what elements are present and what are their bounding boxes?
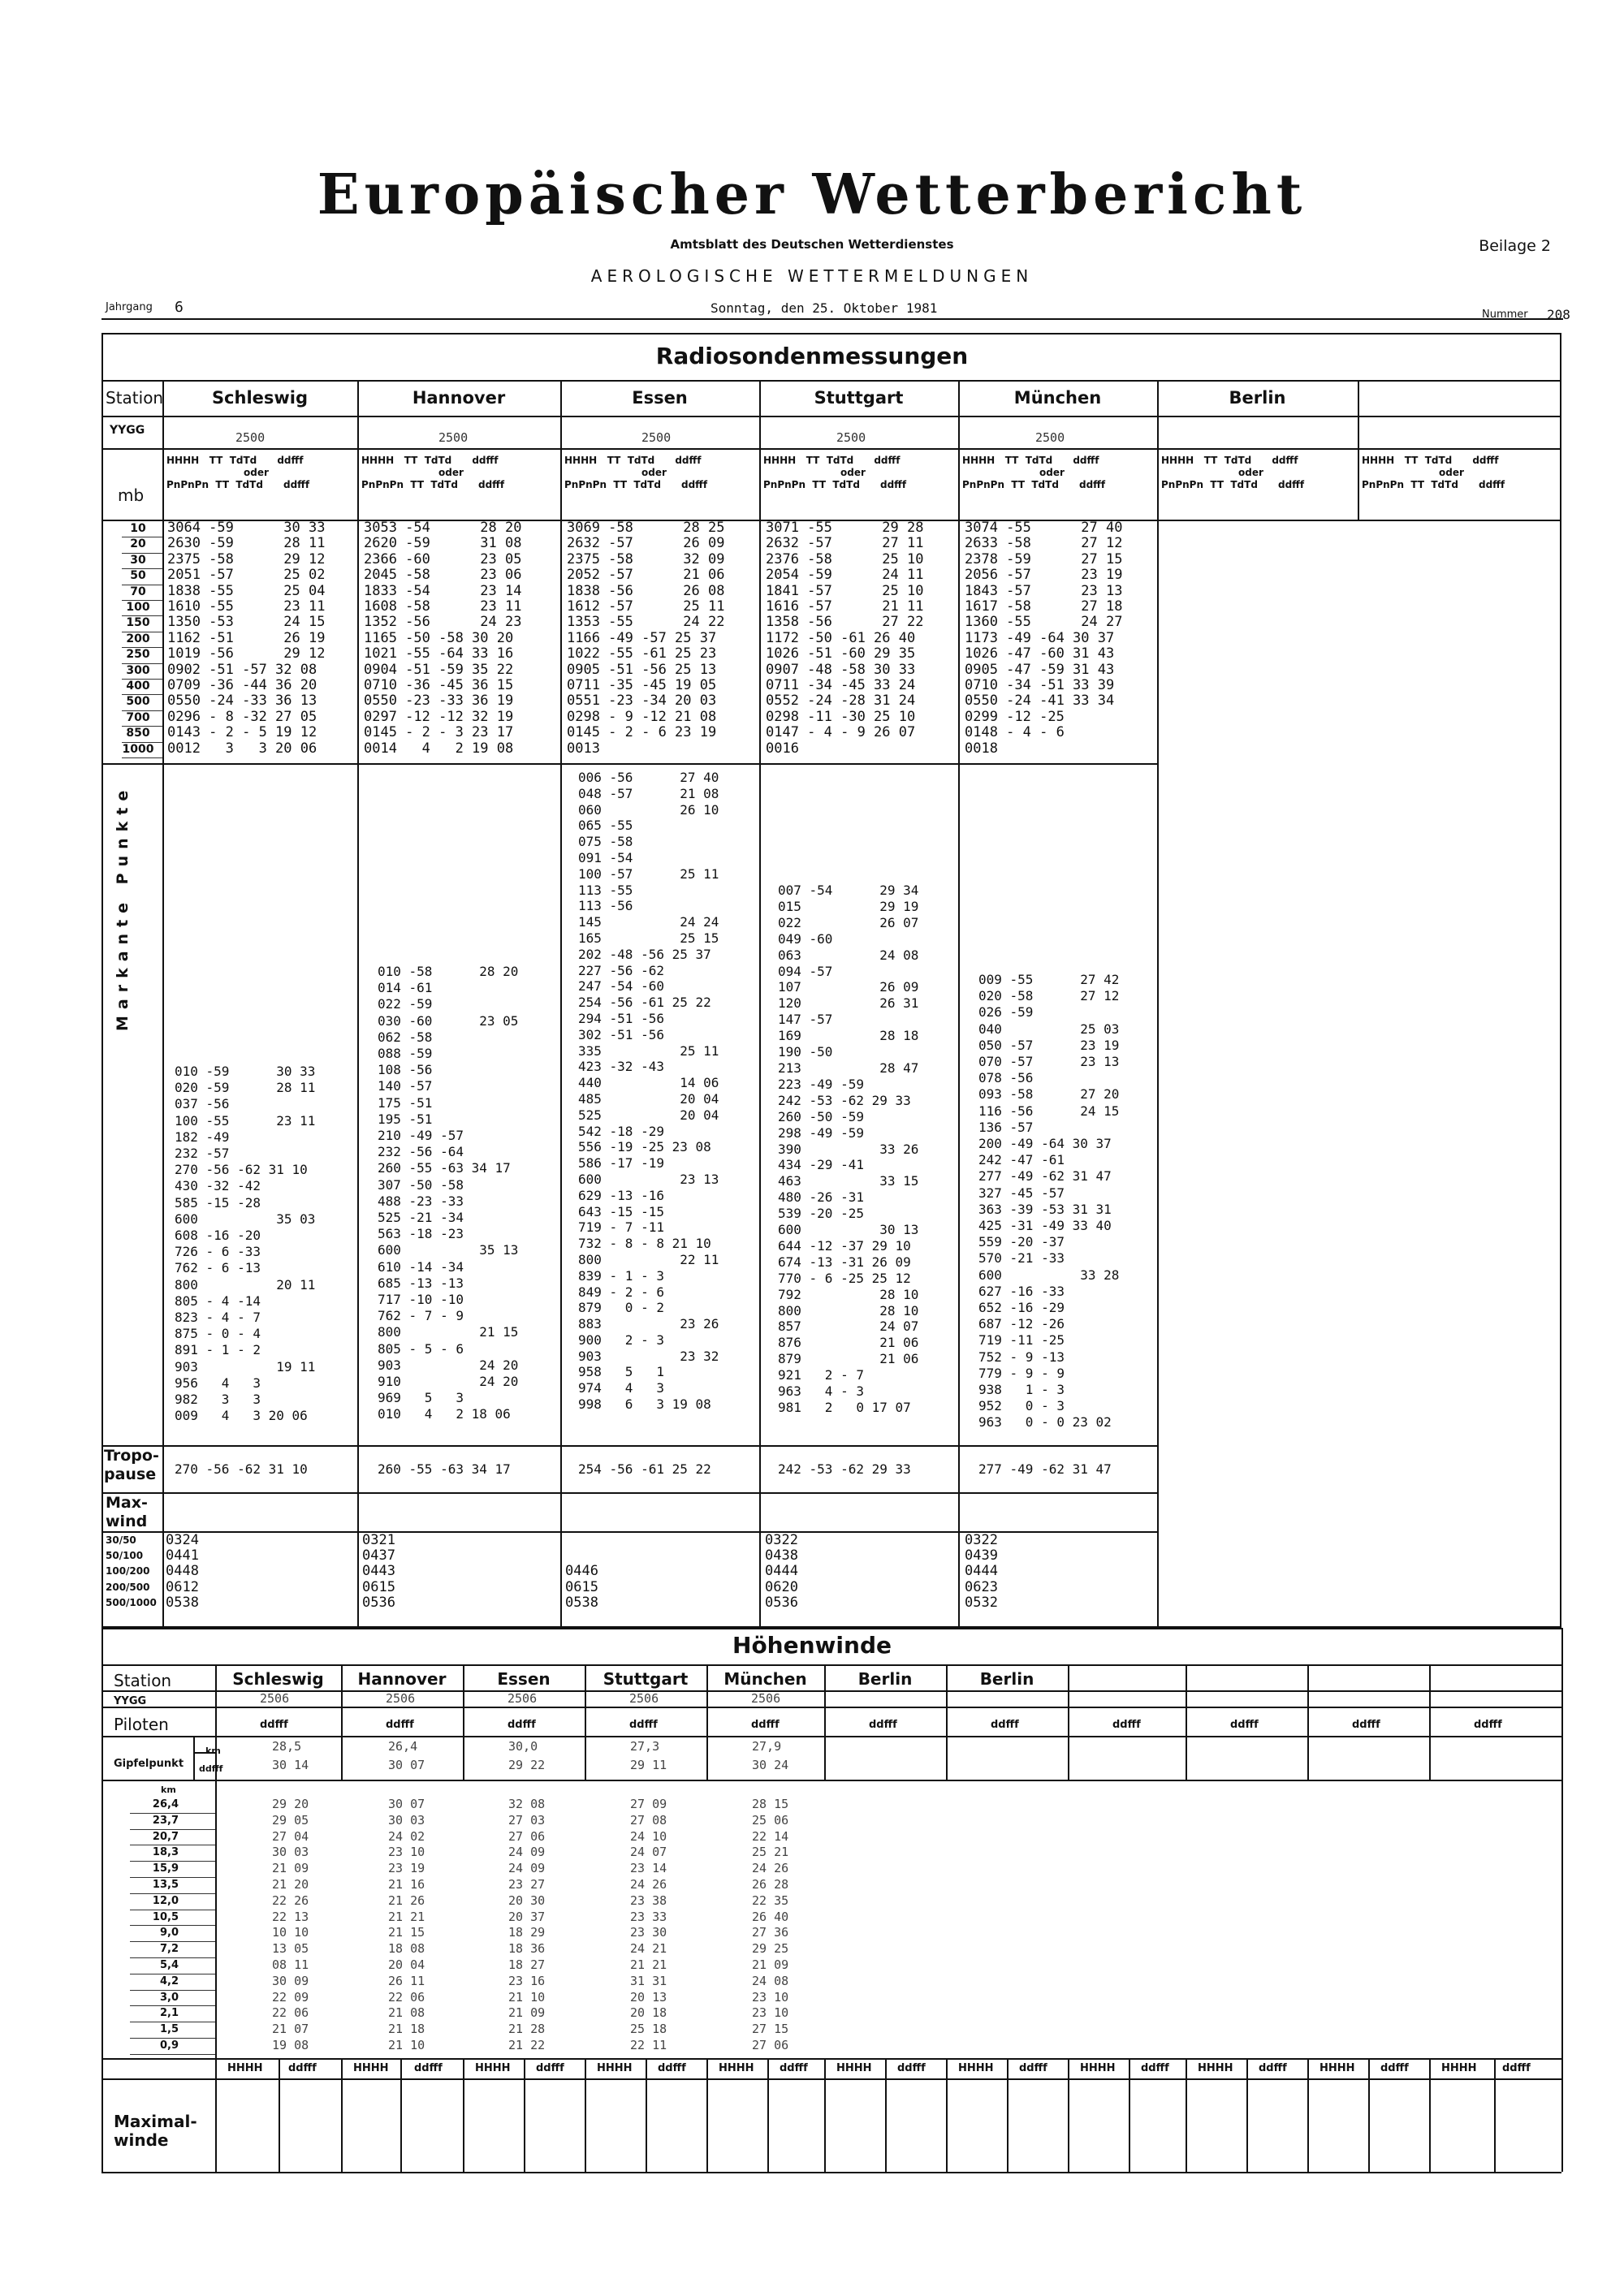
hw-hhhh-label: HHHH [1320, 2062, 1355, 2074]
yygg-muenchen: 2500 [1035, 430, 1065, 445]
grid-line [1246, 2058, 1248, 2172]
maxwind-stuttgart: 0322 0438 0444 0620 0536 [765, 1532, 798, 1611]
station-stuttgart: Stuttgart [814, 388, 904, 408]
grid-line [585, 2058, 586, 2172]
hw-station: Berlin [979, 1669, 1034, 1689]
grid-line [102, 1780, 1561, 1781]
hw-gipfel-ddfff: 29 11 [630, 1758, 667, 1772]
hw-piloten-ddfff: ddfff [751, 1719, 780, 1731]
section-title: AEROLOGISCHE WETTERMELDUNGEN [590, 266, 1034, 286]
hw-hhhh-label: HHHH [227, 2062, 263, 2074]
hw-piloten-ddfff: ddfff [386, 1719, 414, 1731]
radiosonde-title: Radiosondenmessungen [655, 343, 969, 369]
col-head-bot: PnPnPn TT TdTd ddfff [1161, 479, 1305, 490]
tropopause-label: Tropo- pause [104, 1447, 159, 1483]
grid-line [102, 1445, 1157, 1447]
maxwind-keys: 30/50 50/100 100/200 200/500 500/1000 [106, 1534, 157, 1608]
nummer-value: 208 [1547, 307, 1570, 322]
hw-yygg: 2506 [629, 1691, 659, 1706]
grid-line [1186, 2058, 1187, 2172]
hw-station: Hannover [357, 1669, 447, 1689]
grid-line [215, 2058, 217, 2172]
mb-level: 300 [126, 663, 150, 677]
col-header-muenchen [962, 455, 1154, 491]
grid-line [102, 1664, 1561, 1666]
col-head-mid: oder [438, 467, 464, 478]
mb-level: 400 [126, 680, 150, 693]
standard-schleswig: 3064 -59 30 33 2630 -59 28 11 2375 -58 29 12 2051 -57 25 02 1838 -55 25 04 1610 -55 23 11 1350 -53 24 15 1162 -51 26 19 1019 -56 29 12 0902 -51 -57 32 08 0709 -36 -44 36 20 0550 -24 -33 36 13 0296 - 8 -32 27 05 0143 - 2 - 5 19 12 0012 3 3 20 06 [167, 520, 326, 757]
grid-line [102, 1628, 1561, 1629]
hw-hhhh-label: HHHH [1441, 2062, 1477, 2074]
hw-gipfel-km-label: km [205, 1746, 221, 1756]
grid-line [102, 1707, 1561, 1708]
station-label: Station [106, 388, 164, 408]
grid-line [946, 2058, 948, 2172]
col-head-top: HHHH TT TdTd ddfff [1161, 455, 1298, 466]
hw-station: Schleswig [232, 1669, 324, 1689]
grid-line [524, 2058, 525, 2172]
yygg-essen: 2500 [641, 430, 672, 445]
station-hannover: Hannover [412, 388, 506, 408]
hw-yygg: 2506 [508, 1691, 538, 1706]
col-header-schleswig [166, 455, 355, 491]
grid-line [102, 763, 1157, 765]
hw-station-label: Station [114, 1671, 172, 1690]
col-head-bot: PnPnPn TT TdTd ddfff [564, 479, 708, 490]
hw-station: Stuttgart [603, 1669, 689, 1689]
grid-line [560, 380, 562, 1628]
grid-line [1007, 2058, 1009, 2172]
mb-level: 200 [126, 632, 150, 645]
grid-line [102, 2078, 1561, 2080]
grid-line [279, 2058, 280, 2172]
col-head-top: HHHH TT TdTd ddfff [763, 455, 901, 466]
hw-hhhh-label: HHHH [836, 2062, 872, 2074]
grid-line [706, 2058, 708, 2172]
jahrgang-label: Jahrgang [106, 301, 153, 313]
hw-hhhh-label: HHHH [475, 2062, 511, 2074]
markante-hannover: 010 -58 28 20 014 -61 022 -59 030 -60 23 05 062 -58 088 -59 108 -56 140 -57 175 -51 195 -51 210 -49 -57 232 -56 -64 260 -55 -63 34 17 307 -50 -58 488 -23 -33 525 -21 -34 563 -18 -23 600 35 13 610 -14 -34 685 -13 -13 717 -10 -10 762 - 7 - 9 800 21 15 805 - 5 - 6 903 24 20 910 24 20 969 5 3 010 4 2 18 06 [378, 964, 519, 1422]
grid-line [102, 2172, 1561, 2173]
grid-line [102, 1628, 103, 2172]
tropopause-essen: 254 -56 -61 25 22 [578, 1461, 711, 1477]
hw-km-label: km [161, 1785, 176, 1795]
hw-ddfff-label: ddfff [897, 2062, 926, 2074]
subtitle: Amtsblatt des Deutschen Wetterdienstes [670, 237, 954, 252]
hw-ddfff-label: ddfff [536, 2062, 564, 2074]
hw-gipfel-ddfff: 30 24 [752, 1758, 789, 1772]
col-header-berlin [1161, 455, 1353, 491]
markante-stuttgart: 007 -54 29 34 015 29 19 022 26 07 049 -60 063 24 08 094 -57 107 26 09 120 26 31 147 -57 169 28 18 190 -50 213 28 47 223 -49 -59 242 -53 -62 29 33 260 -50 -59 298 -49 -59 390 33 26 434 -29 -41 463 33 15 480 -26 -31 539 -20 -25 600 30 13 644 -12 -37 29 10 674 -13 -31 26 09 770 - 6 -25 25 12 792 28 10 800 28 10 857 24 07 876 21 06 879 21 06 921 2 - 7 963 4 - 3 981 2 0 17 07 [778, 883, 919, 1415]
col-header-extra [1362, 455, 1557, 491]
hw-piloten-ddfff: ddfff [1230, 1719, 1259, 1731]
yygg-hannover: 2500 [438, 430, 469, 445]
tropopause-stuttgart: 242 -53 -62 29 33 [778, 1461, 911, 1477]
grid-line [1157, 380, 1159, 1628]
mb-level: 30 [130, 553, 146, 567]
hw-gipfel-km: 28,5 [272, 1739, 302, 1754]
grid-line [102, 1531, 1157, 1533]
hw-ddfff-label: ddfff [1141, 2062, 1169, 2074]
standard-stuttgart: 3071 -55 29 28 2632 -57 27 11 2376 -58 25 10 2054 -59 24 11 1841 -57 25 10 1616 -57 21 11 1358 -56 27 22 1172 -50 -61 26 40 1026 -51 -60 29 35 0907 -48 -58 30 33 0711 -34 -45 33 24 0552 -24 -28 31 24 0298 -11 -30 25 10 0147 - 4 - 9 26 07 0016 [766, 520, 924, 757]
mb-level: 250 [126, 648, 150, 662]
col-head-mid: oder [1039, 467, 1065, 478]
grid-line [1561, 1628, 1563, 2172]
hw-ddfff-label: ddfff [414, 2062, 443, 2074]
grid-line [341, 2058, 343, 2172]
grid-line [1307, 1664, 1309, 1780]
mb-level: 850 [126, 727, 150, 740]
beilage-label: Beilage 2 [1479, 237, 1551, 255]
grid-line [102, 448, 1561, 450]
col-head-top: HHHH TT TdTd ddfff [564, 455, 702, 466]
hw-station: Essen [497, 1669, 551, 1689]
grid-line [885, 2058, 887, 2172]
hw-gipfel-km: 27,9 [752, 1739, 782, 1754]
col-head-bot: PnPnPn TT TdTd ddfff [166, 479, 310, 490]
col-head-mid: oder [1238, 467, 1263, 478]
standard-essen: 3069 -58 28 25 2632 -57 26 09 2375 -58 32 09 2052 -57 21 06 1838 -56 26 08 1612 -57 25 11 1353 -55 24 22 1166 -49 -57 25 37 1022 -55 -61 25 23 0905 -51 -56 25 13 0711 -35 -45 19 05 0551 -23 -34 20 03 0298 - 9 -12 21 08 0145 - 2 - 6 23 19 0013 [567, 520, 725, 757]
grid-line [193, 1736, 195, 1780]
jahrgang-value: 6 [175, 299, 184, 316]
hw-hhhh-label: HHHH [1198, 2062, 1233, 2074]
grid-line [102, 1690, 1561, 1692]
hw-ddfff-label: ddfff [1259, 2062, 1287, 2074]
markante-muenchen: 009 -55 27 42 020 -58 27 12 026 -59 040 25 03 050 -57 23 19 070 -57 23 13 078 -56 093 -58 27 20 116 -56 24 15 136 -57 200 -49 -64 30 37 242 -47 -61 277 -49 -62 31 47 327 -45 -57 363 -39 -53 31 31 425 -31 -49 33 40 559 -20 -37 570 -21 -33 600 33 28 627 -16 -33 652 -16 -29 687 -12 -26 719 -11 -25 752 - 9 -13 779 - 9 - 9 938 1 - 3 952 0 - 3 963 0 - 0 23 02 [978, 972, 1120, 1431]
hw-winds-hannover: 30 07 30 03 24 02 23 10 23 19 21 16 21 26 21 21 21 15 18 08 20 04 26 11 22 06 21 08 21 18 21 10 [388, 1797, 425, 2052]
tropopause-schleswig: 270 -56 -62 31 10 [175, 1461, 308, 1477]
mb-level: 500 [126, 695, 150, 709]
grid-line [463, 2058, 464, 2172]
hw-ddfff-label: ddfff [288, 2062, 317, 2074]
markante-essen: 006 -56 27 40 048 -57 21 08 060 26 10 065 -55 075 -58 091 -54 100 -57 25 11 113 -55 113 -56 145 24 24 165 25 15 202 -48 -56 25 37 227 -56 -62 247 -54 -60 254 -56 -61 25 22 294 -51 -56 302 -51 -56 335 25 11 423 -32 -43 440 14 06 485 20 04 525 20 04 542 -18 -29 556 -19 -25 23 08 586 -17 -19 600 23 13 629 -13 -16 643 -15 -15 719 - 7 -11 732 - 8 - 8 21 10 800 22 11 839 - 1 - 3 849 - 2 - 6 879 0 - 2 883 23 26 900 2 - 3 903 23 32 958 5 1 974 4 3 998 6 3 19 08 [578, 770, 719, 1413]
grid-line [400, 2058, 402, 2172]
grid-line [1368, 2058, 1370, 2172]
grid-line [646, 2058, 647, 2172]
mb-level: 70 [130, 585, 146, 598]
col-head-bot: PnPnPn TT TdTd ddfff [1362, 479, 1505, 490]
hw-winds-muenchen: 28 15 25 06 22 14 25 21 24 26 26 28 22 35 26 40 27 36 29 25 21 09 24 08 23 10 23 10 27 15 27 06 [752, 1797, 789, 2052]
hw-levels: 26,4 23,7 20,7 18,3 15,9 13,5 12,0 10,5 9,0 7,2 5,4 4,2 3,0 2,1 1,5 0,9 [152, 1798, 179, 2052]
hw-ddfff-label: ddfff [658, 2062, 686, 2074]
station-berlin: Berlin [1229, 388, 1286, 408]
grid-line [1129, 2058, 1130, 2172]
hw-ddfff-label: ddfff [1502, 2062, 1531, 2074]
grid-line [102, 416, 1561, 417]
grid-line [1186, 1664, 1187, 1780]
hw-hhhh-label: HHHH [1080, 2062, 1116, 2074]
grid-line [102, 2058, 1561, 2060]
col-head-mid: oder [1439, 467, 1464, 478]
grid-line [824, 2058, 826, 2172]
hw-station: München [723, 1669, 807, 1689]
mb-level-line [122, 757, 162, 758]
hw-hhhh-label: HHHH [353, 2062, 389, 2074]
issue-info-row [102, 299, 1570, 322]
hw-yygg: 2506 [386, 1691, 416, 1706]
station-muenchen: München [1013, 388, 1102, 408]
col-head-top: HHHH TT TdTd ddfff [1362, 455, 1499, 466]
grid-line [130, 2054, 215, 2055]
col-head-top: HHHH TT TdTd ddfff [166, 455, 304, 466]
maxwind-schleswig: 0324 0441 0448 0612 0538 [166, 1532, 199, 1611]
hw-ddfff-label: ddfff [1019, 2062, 1047, 2074]
mb-label: mb [118, 486, 145, 505]
maximalwinde-label: Maximal- winde [114, 2112, 197, 2150]
hw-gipfel-km: 27,3 [630, 1739, 660, 1754]
hw-winds-essen: 32 08 27 03 27 06 24 09 24 09 23 27 20 30 20 37 18 29 18 36 18 27 23 16 21 10 21 09 21 28 21 22 [508, 1797, 546, 2052]
nummer-label: Nummer [1482, 309, 1528, 321]
standard-hannover: 3053 -54 28 20 2620 -59 31 08 2366 -60 23 05 2045 -58 23 06 1833 -54 23 14 1608 -58 23 11 1352 -56 24 23 1165 -50 -58 30 20 1021 -55 -64 33 16 0904 -51 -59 35 22 0710 -36 -45 36 15 0550 -23 -33 36 19 0297 -12 -12 32 19 0145 - 2 - 3 23 17 0014 4 2 19 08 [364, 520, 522, 757]
col-head-top: HHHH TT TdTd ddfff [361, 455, 499, 466]
grid-line [1068, 1664, 1069, 1780]
mb-level: 10 [130, 522, 146, 535]
grid-line [102, 380, 1561, 382]
grid-line [102, 1492, 1157, 1494]
markante-schleswig: 010 -59 30 33 020 -59 28 11 037 -56 100 -55 23 11 182 -49 232 -57 270 -56 -62 31 10 430 -32 -42 585 -15 -28 600 35 03 608 -16 -20 726 - 6 -33 762 - 6 -13 800 20 11 805 - 4 -14 823 - 4 - 7 875 - 0 - 4 891 - 1 - 2 903 19 11 956 4 3 982 3 3 009 4 3 20 06 [175, 1064, 316, 1424]
mb-level: 700 [126, 710, 150, 724]
grid-line [1068, 2058, 1069, 2172]
col-header-hannover [361, 455, 556, 491]
grid-line [767, 2058, 769, 2172]
col-head-mid: oder [244, 467, 269, 478]
yygg-schleswig: 2500 [235, 430, 266, 445]
hw-gipfel-km: 30,0 [508, 1739, 538, 1754]
hw-hhhh-label: HHHH [597, 2062, 633, 2074]
mb-level: 20 [130, 537, 146, 551]
yygg-label: YYGG [110, 424, 145, 437]
hw-winds-stuttgart: 27 09 27 08 24 10 24 07 23 14 24 26 23 38 23 33 23 30 24 21 21 21 31 31 20 13 20 18 25 18 22 11 [630, 1797, 667, 2052]
col-head-mid: oder [840, 467, 866, 478]
hw-piloten-ddfff: ddfff [1352, 1719, 1380, 1731]
hw-piloten-ddfff: ddfff [260, 1719, 288, 1731]
hw-piloten-ddfff: ddfff [508, 1719, 536, 1731]
col-header-stuttgart [763, 455, 955, 491]
grid-line [102, 1736, 1561, 1737]
standard-muenchen: 3074 -55 27 40 2633 -58 27 12 2378 -59 27 15 2056 -57 23 19 1843 -57 23 13 1617 -58 27 18 1360 -55 24 27 1173 -49 -64 30 37 1026 -47 -60 31 43 0905 -47 -59 31 43 0710 -34 -51 33 39 0550 -24 -41 33 34 0299 -12 -25 0148 - 4 - 6 0018 [965, 520, 1123, 757]
mb-level: 100 [126, 601, 150, 614]
hw-gipfel-km: 26,4 [388, 1739, 418, 1754]
hw-gipfel-ddfff: 29 22 [508, 1758, 546, 1772]
hw-hhhh-label: HHHH [958, 2062, 994, 2074]
grid-line [1429, 2058, 1431, 2172]
maxwind-hannover: 0321 0437 0443 0615 0536 [362, 1532, 395, 1611]
hw-piloten-ddfff: ddfff [1474, 1719, 1502, 1731]
hw-gipfel-label: Gipfelpunkt [114, 1758, 184, 1770]
hw-yygg: 2506 [260, 1691, 290, 1706]
grid-line [958, 380, 960, 1628]
tropopause-hannover: 260 -55 -63 34 17 [378, 1461, 511, 1477]
hw-hhhh-label: HHHH [719, 2062, 754, 2074]
tropopause-muenchen: 277 -49 -62 31 47 [978, 1461, 1112, 1477]
hoehenwinde-title: Höhenwinde [732, 1632, 892, 1659]
grid-line [1494, 2058, 1496, 2172]
grid-line [1307, 2058, 1309, 2172]
hw-yygg-label: YYGG [114, 1695, 147, 1707]
hw-piloten-ddfff: ddfff [991, 1719, 1019, 1731]
hw-ddfff-label: ddfff [1380, 2062, 1409, 2074]
grid-line [215, 1780, 217, 2058]
mb-level: 50 [130, 569, 146, 583]
hw-piloten-ddfff: ddfff [869, 1719, 897, 1731]
col-head-mid: oder [641, 467, 667, 478]
hw-yygg: 2506 [751, 1691, 781, 1706]
hw-piloten-ddfff: ddfff [629, 1719, 658, 1731]
maxwind-label: Max- wind [106, 1494, 148, 1530]
grid-line [1358, 380, 1359, 520]
hw-station: Berlin [857, 1669, 913, 1689]
page-title: Europäischer Wetterbericht [317, 162, 1307, 227]
col-head-bot: PnPnPn TT TdTd ddfff [763, 479, 907, 490]
hw-ddfff-label: ddfff [780, 2062, 808, 2074]
maxwind-muenchen: 0322 0439 0444 0623 0532 [965, 1532, 998, 1611]
issue-date: Sonntag, den 25. Oktober 1981 [710, 300, 938, 316]
hw-winds-schleswig: 29 20 29 05 27 04 30 03 21 09 21 20 22 26 22 13 10 10 13 05 08 11 30 09 22 09 22 06 21 07 19 08 [272, 1797, 309, 2052]
col-head-bot: PnPnPn TT TdTd ddfff [361, 479, 505, 490]
hw-gipfel-ddfff: 30 07 [388, 1758, 425, 1772]
station-essen: Essen [632, 388, 688, 408]
col-head-bot: PnPnPn TT TdTd ddfff [962, 479, 1106, 490]
mb-level: 150 [126, 616, 150, 630]
col-header-essen [564, 455, 756, 491]
maxwind-essen: 0446 0615 0538 [565, 1563, 598, 1611]
hw-piloten-ddfff: ddfff [1112, 1719, 1141, 1731]
grid-line [162, 380, 164, 1628]
yygg-stuttgart: 2500 [836, 430, 866, 445]
markante-punkte-label: Markante Punkte [114, 783, 132, 1031]
mb-level: 1000 [122, 742, 154, 756]
grid-line [357, 380, 359, 1628]
station-schleswig: Schleswig [211, 388, 309, 408]
col-head-top: HHHH TT TdTd ddfff [962, 455, 1099, 466]
grid-line [1429, 1664, 1431, 1780]
hw-gipfel-ddfff: 30 14 [272, 1758, 309, 1772]
grid-line [759, 380, 761, 1628]
hw-piloten-label: Piloten [114, 1715, 169, 1734]
hw-gipfel-ddfff-label: ddfff [199, 1763, 223, 1774]
